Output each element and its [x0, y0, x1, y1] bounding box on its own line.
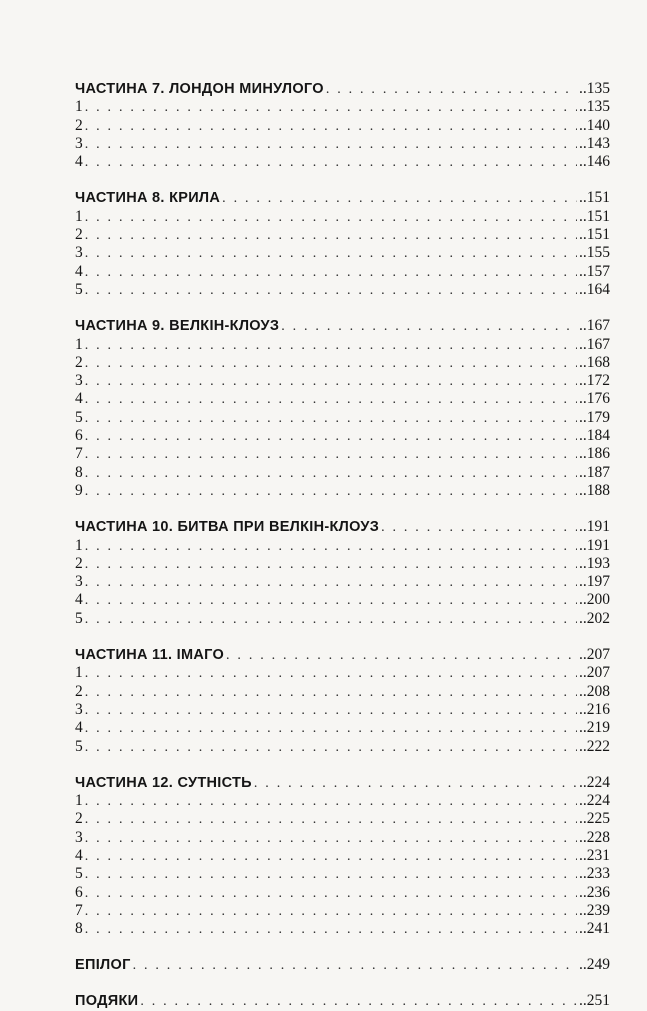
chapter-number: 5	[75, 408, 83, 426]
page-number: ..179	[579, 408, 610, 426]
chapter-number: 3	[75, 700, 83, 718]
toc-section	[75, 646, 610, 756]
page-number: ..251	[579, 991, 610, 1009]
dot-leader	[85, 885, 577, 903]
toc-entry	[75, 884, 610, 902]
toc-entry	[75, 390, 610, 408]
toc-entry	[75, 244, 610, 262]
dot-leader	[85, 136, 577, 154]
page-number: ..222	[579, 737, 610, 755]
dot-leader	[85, 811, 577, 829]
page-number: ..231	[579, 846, 610, 864]
toc-entry	[75, 135, 610, 153]
page-number: ..151	[579, 207, 610, 225]
toc-entry	[75, 738, 610, 756]
dot-leader	[85, 665, 577, 683]
dot-leader	[85, 410, 577, 428]
toc-entry	[75, 719, 610, 737]
dot-leader	[85, 264, 577, 282]
chapter-number: 4	[75, 262, 83, 280]
toc-epilogue	[75, 956, 610, 974]
toc-part-heading	[75, 518, 610, 536]
chapter-number: 8	[75, 920, 83, 938]
chapter-number: 1	[75, 792, 83, 810]
dot-leader	[85, 373, 577, 391]
dot-leader	[85, 99, 577, 117]
chapter-number: 2	[75, 226, 83, 244]
toc-section	[75, 518, 610, 628]
dot-leader	[381, 519, 577, 537]
dot-leader	[254, 775, 577, 793]
toc-entry	[75, 281, 610, 299]
chapter-number: 2	[75, 810, 83, 828]
page-number: ..200	[579, 591, 610, 609]
page-number: ..143	[579, 134, 610, 152]
dot-leader	[85, 592, 577, 610]
dot-leader	[85, 793, 577, 811]
toc-entry	[75, 354, 610, 372]
toc-entry	[75, 263, 610, 281]
chapter-number: 6	[75, 883, 83, 901]
chapter-number: 4	[75, 153, 83, 171]
chapter-number: 2	[75, 682, 83, 700]
part-title: ЧАСТИНА 10. БИТВА ПРИ ВЕЛКІН-КЛОУЗ	[75, 519, 380, 536]
toc-entry	[75, 372, 610, 390]
page-number: ..224	[579, 792, 610, 810]
chapter-number: 6	[75, 427, 83, 445]
dot-leader	[133, 957, 577, 975]
part-title: ЧАСТИНА 7. ЛОНДОН МИНУЛОГО	[75, 81, 324, 97]
part-title: ЧАСТИНА 11. ІМАГО	[75, 647, 225, 664]
page-number: ..197	[579, 573, 610, 591]
toc-entry	[75, 664, 610, 682]
toc-entry	[75, 591, 610, 609]
page-number: ..176	[579, 390, 610, 408]
toc-section	[75, 774, 610, 939]
dot-leader	[85, 739, 577, 757]
dot-leader	[85, 702, 577, 720]
dot-leader	[85, 866, 577, 884]
chapter-number: 1	[75, 335, 83, 353]
toc-entry	[75, 153, 610, 171]
acknowledgments-title: ПОДЯКИ	[75, 992, 139, 1009]
toc-entry	[75, 537, 610, 555]
page-number: ..151	[579, 226, 610, 244]
chapter-number: 5	[75, 609, 83, 627]
toc-section	[75, 317, 610, 500]
page-number: ..187	[579, 463, 610, 481]
dot-leader	[140, 993, 577, 1011]
page-number: ..202	[579, 609, 610, 627]
toc-entry	[75, 117, 610, 135]
dot-leader	[222, 190, 577, 208]
part-title: ЧАСТИНА 8. КРИЛА	[75, 190, 221, 207]
toc-entry	[75, 208, 610, 226]
page-number: ..241	[579, 920, 610, 938]
chapter-number: 2	[75, 116, 83, 134]
chapter-number: 5	[75, 280, 83, 298]
dot-leader	[85, 355, 577, 373]
toc-part-heading	[75, 189, 610, 207]
section-spacer	[75, 756, 610, 774]
page-number: ..167	[579, 317, 610, 335]
dot-leader	[226, 647, 577, 665]
chapter-number: 4	[75, 390, 83, 408]
page-number: ..207	[579, 646, 610, 664]
chapter-number: 7	[75, 901, 83, 919]
page-number: ..191	[579, 518, 610, 536]
page-number: ..216	[579, 700, 610, 718]
toc-entry	[75, 847, 610, 865]
toc-entry	[75, 555, 610, 573]
dot-leader	[326, 81, 577, 99]
toc-entry	[75, 573, 610, 591]
dot-leader	[281, 318, 577, 336]
toc-entry	[75, 98, 610, 116]
page-number: ..164	[579, 280, 610, 298]
page-number: ..233	[579, 865, 610, 883]
toc-entry	[75, 920, 610, 938]
page-number: ..168	[579, 353, 610, 371]
table-of-contents	[75, 80, 610, 1010]
chapter-number: 1	[75, 98, 83, 116]
chapter-number: 4	[75, 591, 83, 609]
epilogue-title: ЕПІЛОГ	[75, 957, 131, 974]
page-number: ..193	[579, 554, 610, 572]
toc-entry	[75, 427, 610, 445]
page-number: ..151	[579, 189, 610, 207]
toc-part-heading	[75, 774, 610, 792]
toc-entry	[75, 409, 610, 427]
toc-entry	[75, 865, 610, 883]
section-spacer	[75, 975, 610, 992]
chapter-number: 8	[75, 463, 83, 481]
toc-acknowledgments	[75, 992, 610, 1010]
section-spacer	[75, 500, 610, 518]
page-number: ..140	[579, 116, 610, 134]
page-number: ..135	[579, 80, 610, 97]
toc-entry	[75, 610, 610, 628]
page-number: ..188	[579, 481, 610, 499]
section-spacer	[75, 628, 610, 646]
toc-part-heading	[75, 646, 610, 664]
part-title: ЧАСТИНА 9. ВЕЛКІН-КЛОУЗ	[75, 318, 280, 335]
dot-leader	[85, 611, 577, 629]
toc-entry	[75, 792, 610, 810]
page-number: ..249	[579, 956, 610, 974]
dot-leader	[85, 209, 577, 227]
chapter-number: 2	[75, 554, 83, 572]
dot-leader	[85, 556, 577, 574]
page-number: ..228	[579, 828, 610, 846]
dot-leader	[85, 921, 577, 939]
toc-section	[75, 80, 610, 171]
toc-entry	[75, 482, 610, 500]
dot-leader	[85, 282, 577, 300]
section-spacer	[75, 171, 610, 189]
dot-leader	[85, 538, 577, 556]
dot-leader	[85, 465, 577, 483]
toc-entry	[75, 701, 610, 719]
dot-leader	[85, 720, 577, 738]
page-number: ..146	[579, 153, 610, 171]
chapter-number: 5	[75, 737, 83, 755]
dot-leader	[85, 227, 577, 245]
dot-leader	[85, 446, 577, 464]
page-number: ..208	[579, 682, 610, 700]
toc-entry	[75, 445, 610, 463]
page-number: ..155	[579, 244, 610, 262]
page-number: ..207	[579, 664, 610, 682]
chapter-number: 4	[75, 846, 83, 864]
chapter-number: 1	[75, 664, 83, 682]
chapter-number: 1	[75, 207, 83, 225]
page-number: ..224	[579, 773, 610, 791]
toc-entry	[75, 829, 610, 847]
chapter-number: 3	[75, 828, 83, 846]
toc-entry	[75, 683, 610, 701]
section-spacer	[75, 938, 610, 956]
page-number: ..135	[579, 98, 610, 116]
chapter-number: 1	[75, 536, 83, 554]
dot-leader	[85, 245, 577, 263]
toc-entry	[75, 464, 610, 482]
page-number: ..172	[579, 372, 610, 390]
toc-entry	[75, 810, 610, 828]
section-spacer	[75, 299, 610, 317]
toc-entry	[75, 902, 610, 920]
page-number: ..186	[579, 445, 610, 463]
dot-leader	[85, 574, 577, 592]
dot-leader	[85, 337, 577, 355]
dot-leader	[85, 118, 577, 136]
dot-leader	[85, 830, 577, 848]
part-title: ЧАСТИНА 12. СУТНІСТЬ	[75, 774, 252, 791]
toc-part-heading	[75, 317, 610, 335]
chapter-number: 3	[75, 573, 83, 591]
page-number: ..184	[579, 427, 610, 445]
dot-leader	[85, 391, 577, 409]
toc-part-heading	[75, 80, 610, 98]
page-number: ..219	[579, 719, 610, 737]
page-number: ..191	[579, 536, 610, 554]
chapter-number: 5	[75, 865, 83, 883]
page-number: ..167	[579, 335, 610, 353]
toc-section	[75, 189, 610, 299]
chapter-number: 2	[75, 353, 83, 371]
dot-leader	[85, 848, 577, 866]
dot-leader	[85, 154, 577, 172]
page-number: ..236	[579, 883, 610, 901]
page-number: ..157	[579, 262, 610, 280]
chapter-number: 3	[75, 244, 83, 262]
dot-leader	[85, 428, 577, 446]
dot-leader	[85, 483, 577, 501]
page-number: ..239	[579, 901, 610, 919]
chapter-number: 3	[75, 134, 83, 152]
chapter-number: 3	[75, 372, 83, 390]
toc-entry	[75, 336, 610, 354]
chapter-number: 9	[75, 481, 83, 499]
page-number: ..225	[579, 810, 610, 828]
toc-entry	[75, 226, 610, 244]
chapter-number: 4	[75, 719, 83, 737]
chapter-number: 7	[75, 445, 83, 463]
dot-leader	[85, 684, 577, 702]
dot-leader	[85, 903, 577, 921]
